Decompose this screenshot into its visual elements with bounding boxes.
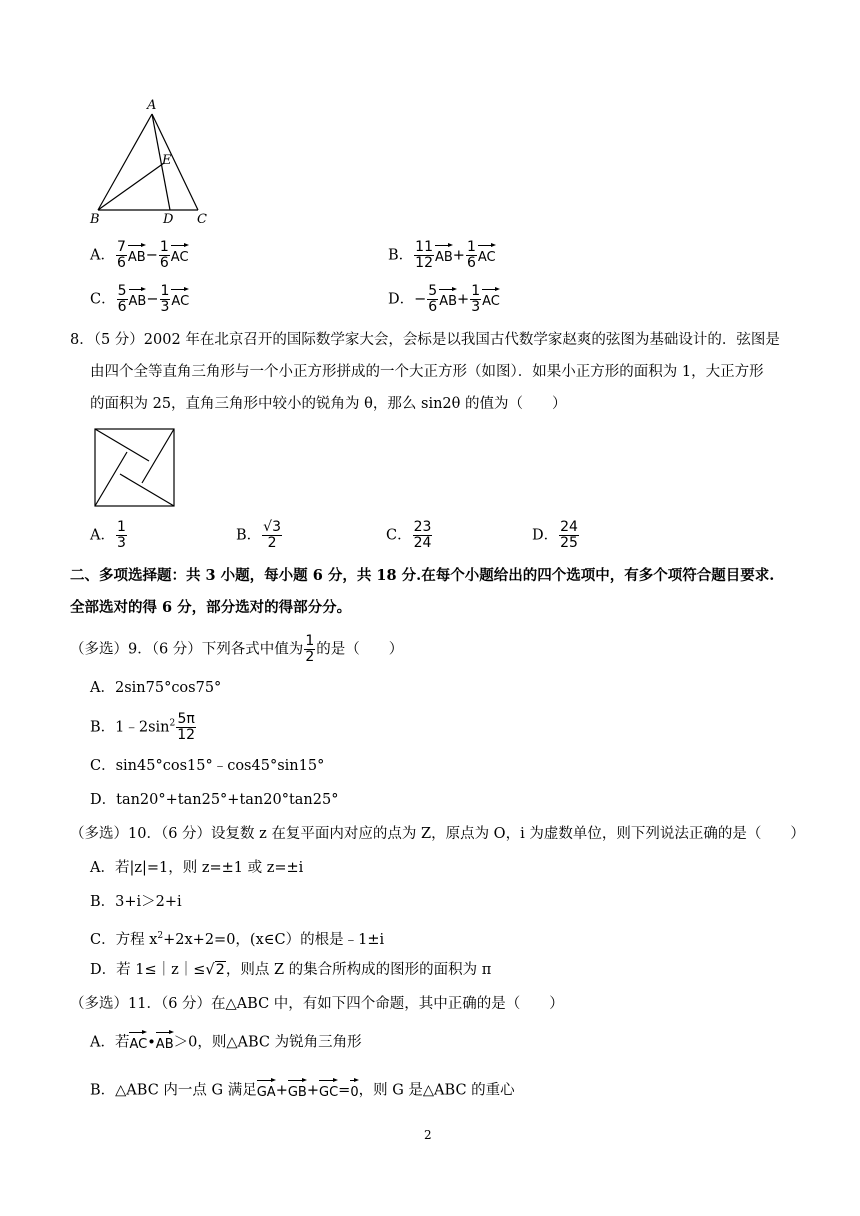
q9-option-b: B．$1﹣2\sin^2$ $\frac{5\pi}{12}$ [90,711,196,743]
zhao-shuang-diagram [94,428,176,508]
q11-stem: （多选）11．（6 分）在△ABC 中，有如下四个命题，其中正确的是（ ） [70,996,564,1012]
q10-stem: （多选）10．（6 分）设复数 z 在复平面内对应的点为 Z，原点为 O，i 为虚数单位，则下列说法正确的是（ ） [70,826,805,842]
q8-option-b: B． $\frac{√3}{2}$ [236,519,281,551]
section2-heading-2: 全部选对的得 6 分，部分选对的得部分分。 [70,599,352,616]
q11-option-b: B．△ABC 内一点 G 满足GA+GB+GC=0，则 G 是△ABC 的重心 [90,1078,515,1103]
page-number: 2 [424,1128,432,1142]
q8-line-2: 由四个全等直角三角形与一个小正方形拼成的一个大正方形（如图）．如果小正方形的面积为 1，大正方形 [90,364,764,380]
triangle-figure [84,92,214,227]
label-e: E [162,153,172,168]
q7-option-c: C． $\frac{5}{6}$ AB− $\frac{1}{3}$ AC [90,283,190,315]
q10-option-a: A．若|z|=1，则 z=±1 或 z=±i [90,860,304,876]
q9-option-d: D．tan20°+tan25°+tan20°tan25° [90,792,339,808]
label-b: B [90,212,100,227]
q10-option-c: C．方程 $x^2+2x+2=0$，(x∈C）的根是﹣1±i [90,931,385,948]
label-d: D [163,212,174,227]
q8-option-c: C． $\frac{23}{24}$ [386,519,432,551]
q7-option-d: D．− $\frac{5}{6}$ AB+ $\frac{1}{3}$ AC [388,283,500,315]
q7-option-b: B． $\frac{11}{12}$ AB+ $\frac{1}{6}$ AC [388,239,496,271]
q10-option-d: D．若 1≤｜z｜≤√2，则点 Z 的集合所构成的图形的面积为 π [90,962,492,978]
q9-stem: （多选）9．（6 分）下列各式中值为 $\frac{1}{2}$ 的是（ ） [70,633,404,665]
q8-option-a: A． $\frac{1}{3}$ [90,519,126,551]
q10-option-b: B．3+i＞2+i [90,894,182,910]
label-c: C [197,212,207,227]
q7-option-a: A． $\frac{7}{6}$ AB− $\frac{1}{6}$ AC [90,239,189,271]
q11-option-a: A．若AC•AB＞0，则△ABC 为锐角三角形 [90,1030,362,1055]
label-a: A [147,98,157,113]
q9-option-c: C．sin45°cos15°﹣cos45°sin15° [90,758,325,774]
q8-option-d: D． $\frac{24}{25}$ [532,519,578,551]
q9-option-a: A．2sin75°cos75° [90,680,222,696]
section2-heading-1: 二、多项选择题：共 3 小题，每小题 6 分，共 18 分.在每个小题给出的四个选项中，有多个项符合题目要求. [70,567,775,584]
q8-line-3: 的面积为 25，直角三角形中较小的锐角为 θ，那么 sin2θ 的值为（ ） [90,396,567,412]
q8-line-1: 8．（5 分）2002 年在北京召开的国际数学家大会，会标是以我国古代数学家赵爽的弦图为基础设计的．弦图是 [70,332,780,348]
